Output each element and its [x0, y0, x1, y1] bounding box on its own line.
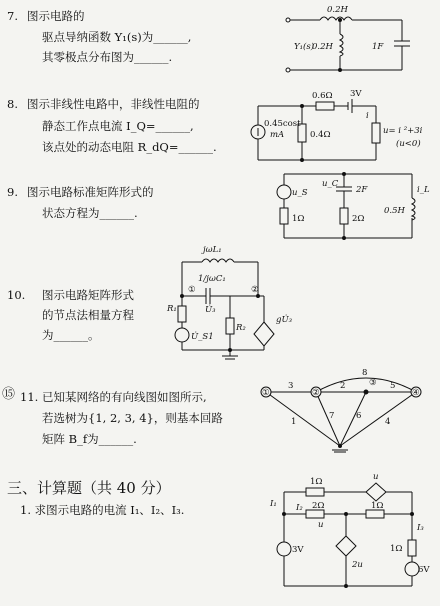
c10-R1-label: R₁ — [167, 304, 177, 314]
c8-R1-label: 0.6Ω — [312, 91, 333, 101]
p10-number: 10. — [7, 288, 26, 302]
g11-branch8: 8 — [362, 368, 368, 378]
c8-i-label: i — [366, 111, 369, 121]
p11-line3: 矩阵 B_f为______. — [42, 432, 137, 446]
c10-n1-label: ① — [188, 285, 196, 295]
p10-line3: 为______。 — [42, 328, 100, 342]
c10-g-label: gU̇₃ — [276, 315, 293, 325]
g11-node1: ① — [262, 388, 270, 398]
p9-line1: 图示电路标准矩阵形式的 — [27, 185, 154, 199]
c10-top-label: jωL₁ — [203, 245, 222, 255]
c12-R3-label: 1Ω — [371, 501, 384, 511]
c8-V-label: 3V — [350, 89, 362, 99]
p8-line3: 该点处的动态电阻 R_dQ=______. — [42, 140, 217, 154]
c12-I2-label: I₂ — [296, 503, 303, 513]
g11-node4: ④ — [412, 388, 420, 398]
c10-U3-label: U̇₃ — [205, 305, 216, 315]
circuit-12 — [269, 472, 430, 588]
margin-mark: ⑮ — [2, 387, 16, 402]
p9-line2: 状态方程为______. — [42, 206, 138, 220]
p7-line3: 其零极点分布图为______. — [42, 50, 173, 64]
p8-line1: 图示非线性电路中，非线性电阻的 — [27, 97, 200, 111]
c12-2u-label: 2u — [352, 560, 363, 570]
c8-R2-label: 0.4Ω — [310, 130, 331, 140]
circuit-8 — [251, 89, 423, 162]
p7-number: 7. — [7, 9, 18, 23]
section3-title: 三、计算题（共 40 分） — [7, 479, 171, 497]
p7-line1: 图示电路的 — [27, 9, 85, 23]
c12-R4-label: 1Ω — [390, 544, 403, 554]
c12-V3-label: 3V — [292, 545, 304, 555]
c12-I3-label: I₃ — [417, 523, 424, 533]
c12-V6-label: 6V — [418, 565, 430, 575]
p8-line2: 静态工作点电流 I_Q=______, — [42, 119, 194, 133]
c10-n2-label: ② — [251, 285, 259, 295]
g11-branch2: 2 — [340, 381, 346, 391]
c7-L1-label: 0.2H — [327, 5, 348, 15]
c7-Y-label: Y₁(s) — [294, 42, 315, 52]
c12-R2-label: 2Ω — [312, 501, 325, 511]
g11-branch5: 5 — [390, 381, 396, 391]
c9-uc-label: u_C — [322, 179, 339, 189]
circuit-7 — [286, 5, 410, 72]
c10-mid-label: 1/jωC₁ — [198, 274, 226, 284]
c10-R2-label: R₂ — [236, 323, 246, 333]
p11-line2: 若选树为{1, 2, 3, 4}，则基本回路 — [42, 411, 223, 425]
p11-line1: 已知某网络的有向线图如图所示, — [42, 390, 207, 404]
c8-eq1: u= i ²+3i — [383, 126, 423, 136]
c9-iL-label: i_L — [417, 185, 430, 195]
c7-L2-label: 0.2H — [312, 42, 333, 52]
p9-number: 9. — [7, 185, 18, 199]
g11-branch3: 3 — [288, 381, 294, 391]
g11-branch6: 6 — [356, 411, 362, 421]
p8-number: 8. — [7, 97, 18, 111]
g11-branch7: 7 — [329, 411, 335, 421]
c9-us-label: u_S — [292, 188, 308, 198]
c12-u2-label: u — [318, 520, 324, 530]
g11-branch1: 1 — [291, 417, 297, 427]
p11-number: 11. — [20, 390, 39, 404]
c9-C-label: 2F — [356, 185, 368, 195]
p10-line2: 的节点法相量方程 — [42, 308, 134, 322]
c12-R1-label: 1Ω — [310, 477, 323, 487]
c8-src1-label: 0.45cost — [264, 119, 301, 129]
c10-Us1-label: U̇_S1 — [191, 332, 214, 342]
c12-u-label: u — [373, 472, 379, 482]
circuit-10 — [166, 245, 293, 359]
c7-C-label: 1F — [372, 42, 384, 52]
c8-eq2: (u<0) — [396, 139, 421, 149]
graph-11 — [261, 368, 421, 452]
c8-src2-label: mA — [270, 130, 285, 140]
p7-line2: 驱点导纳函数 Y₁(s)为______, — [42, 30, 192, 44]
c12-I1-label: I₁ — [270, 499, 277, 509]
c9-L-label: 0.5H — [384, 206, 405, 216]
c9-R1-label: 1Ω — [292, 214, 305, 224]
g11-node3: ③ — [369, 378, 377, 388]
g11-node2: ② — [312, 388, 320, 398]
p10-line1: 图示电路矩阵形式 — [42, 288, 134, 302]
g11-branch4: 4 — [385, 417, 391, 427]
question1-text: 1. 求图示电路的电流 I₁、I₂、I₃. — [20, 503, 185, 517]
circuit-9 — [277, 173, 430, 240]
c9-R2-label: 2Ω — [352, 214, 365, 224]
